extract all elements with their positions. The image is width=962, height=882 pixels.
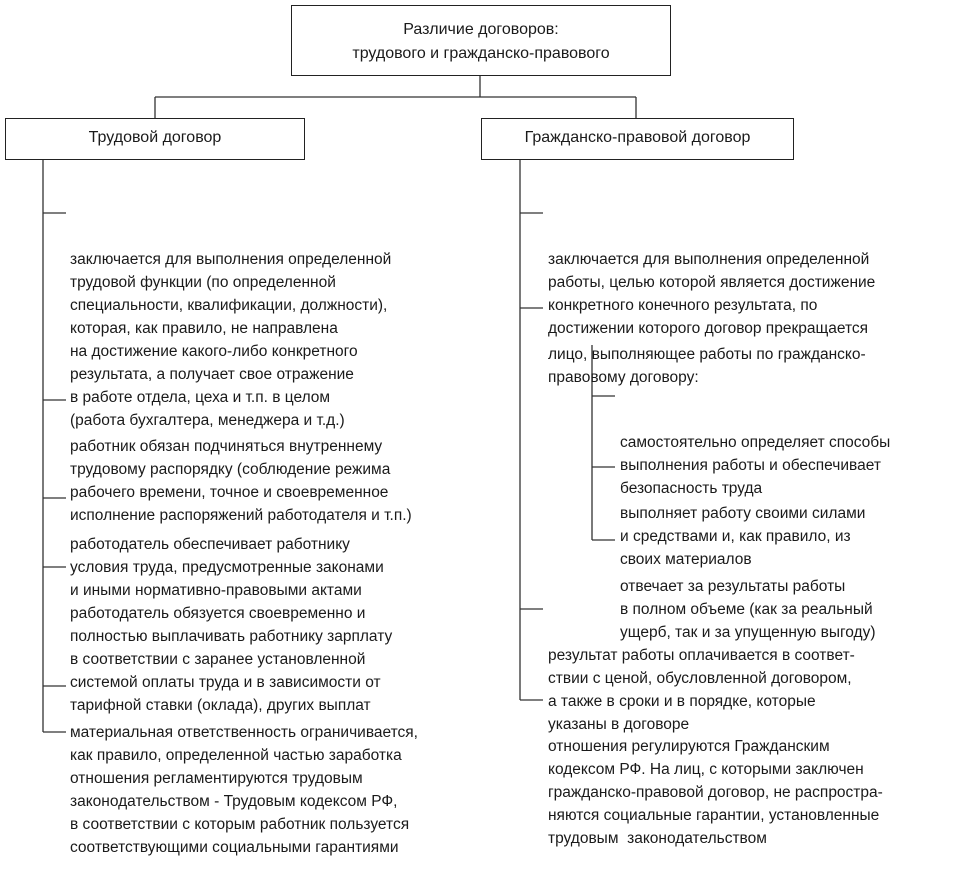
title-line-1: Различие договоров: bbox=[403, 21, 559, 38]
left-item-5: материальная ответственность ограничивается, как правило, определенной частью заработка bbox=[70, 724, 418, 764]
right-subitem-2: выполняет работу своими силами и средствами и, как правило, из своих материалов bbox=[620, 505, 866, 568]
left-item-2: работник обязан подчиняться внутреннему трудовому распорядку (соблюдение режима рабочего времени, точное и своевременное исполнение распоряжений работодателя и т.п.) bbox=[70, 438, 412, 524]
right-item-4: отношения регулируются Гражданским кодексом РФ. На лиц, с которыми заключен гражданско-правовой договор, не распростра- няются социальные гарантии, установленные трудовым законодательством bbox=[548, 738, 883, 847]
right-item-2: лицо, выполняющее работы по гражданско- правовому договору: bbox=[548, 346, 866, 386]
left-item-6: отношения регламентируются трудовым законодательством - Трудовым кодексом РФ, в соответствии с которым работник пользуется соответствующими социальными гарантиями bbox=[70, 770, 410, 856]
labor-contract-header: Трудовой договор bbox=[5, 118, 305, 160]
right-subitem-1: самостоятельно определяет способы выполнения работы и обеспечивает безопасность труда bbox=[620, 434, 891, 497]
title-box bbox=[291, 5, 671, 76]
right-item-1: заключается для выполнения определенной работы, целью которой является достижение конкретного конечного результата, по достижении которого договор прекращается bbox=[548, 251, 876, 337]
title-line-2: трудового и гражданско-правового bbox=[352, 45, 610, 62]
right-item-3: результат работы оплачивается в соответ- ствии с ценой, обусловленной договором, а также в сроки и в порядке, которые указаны в договоре bbox=[548, 647, 855, 733]
left-item-4: работодатель обязуется своевременно и полностью выплачивать работнику зарплату в соответствии с заранее установленной системой оплаты труда и в зависимости от тарифной ставки (оклада), других выплат bbox=[70, 605, 393, 714]
civil-contract-header: Гражданско-правовой договор bbox=[481, 118, 794, 160]
left-item-1: заключается для выполнения определенной трудовой функции (по определенной специальности, квалификации, должности), которая, как правило, не направлена на достижение какого-либо конкретного результата, а получает свое отражение в работе отдела, цеха и т.п. в целом (работа бухгалтера, менеджера и т.д.) bbox=[70, 251, 392, 429]
left-item-3: работодатель обеспечивает работнику условия труда, предусмотренные законами и иными нормативно-правовыми актами bbox=[70, 536, 384, 599]
right-subitem-3: отвечает за результаты работы в полном объеме (как за реальный ущерб, так и за упущенную выгоду) bbox=[620, 578, 876, 641]
